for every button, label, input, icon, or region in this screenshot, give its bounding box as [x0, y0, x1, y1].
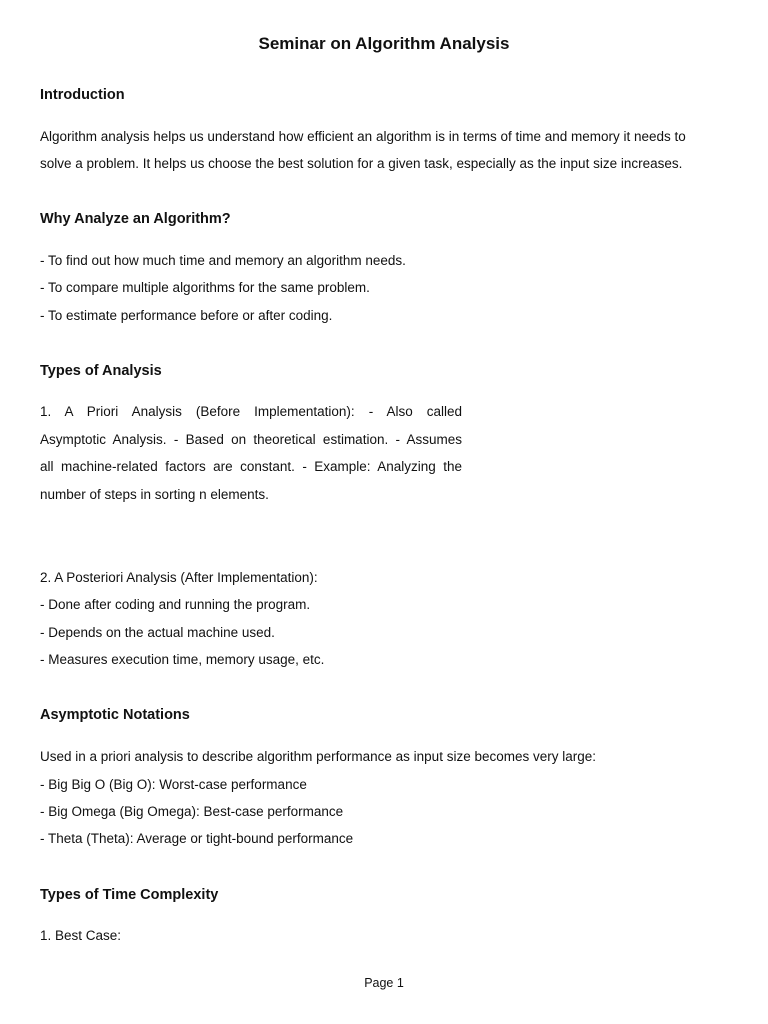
list-item: - Big Omega (Big Omega): Best-case performance	[40, 804, 344, 819]
section-heading-time-complexity: Types of Time Complexity	[40, 887, 219, 903]
list-item: - Theta (Theta): Average or tight-bound performance	[40, 831, 354, 846]
list-item: 1. Best Case:	[40, 928, 122, 943]
paragraph-line: Algorithm analysis helps us understand how efficient an algorithm is in terms of time and memory it needs to	[40, 129, 686, 144]
paragraph-line: Asymptotic Analysis. - Based on theoretical estimation. - Assumes	[40, 432, 462, 447]
paragraph-line: all machine-related factors are constant. - Example: Analyzing the	[40, 459, 462, 474]
list-item: - To find out how much time and memory an algorithm needs.	[40, 253, 406, 268]
list-item: - Depends on the actual machine used.	[40, 625, 275, 640]
list-item: - Done after coding and running the program.	[40, 597, 311, 612]
paragraph-line: solve a problem. It helps us choose the best solution for a given task, especially as the input size increases.	[40, 156, 683, 171]
section-heading-introduction: Introduction	[40, 87, 125, 103]
list-item: - Measures execution time, memory usage, etc.	[40, 652, 325, 667]
paragraph-line: Used in a priori analysis to describe algorithm performance as input size becomes very large:	[40, 749, 597, 764]
list-item: - To estimate performance before or after coding.	[40, 308, 333, 323]
list-item: 2. A Posteriori Analysis (After Implementation):	[40, 570, 318, 585]
list-item: - To compare multiple algorithms for the same problem.	[40, 280, 370, 295]
paragraph-line: number of steps in sorting n elements.	[40, 487, 269, 502]
section-heading-asymptotic-notations: Asymptotic Notations	[40, 707, 190, 723]
document-title: Seminar on Algorithm Analysis	[258, 34, 510, 53]
section-heading-types-of-analysis: Types of Analysis	[40, 363, 162, 379]
page-number: Page 1	[364, 976, 404, 990]
paragraph-line: 1. A Priori Analysis (Before Implementation): - Also called	[40, 404, 462, 419]
list-item: - Big Big O (Big O): Worst-case performance	[40, 777, 307, 792]
section-heading-why-analyze: Why Analyze an Algorithm?	[40, 211, 231, 227]
